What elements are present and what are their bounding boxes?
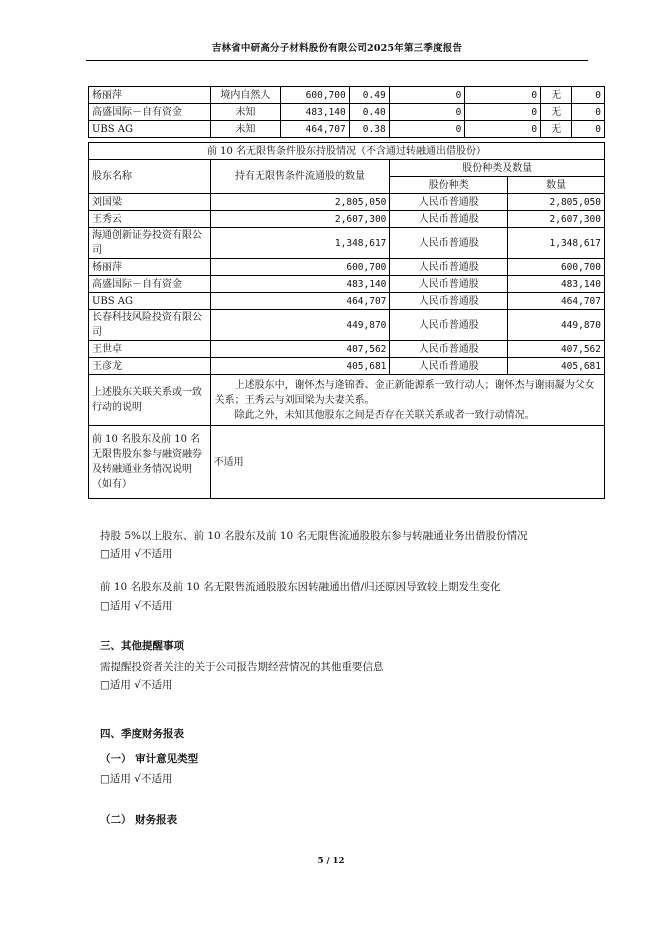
cell-name: UBS AG (89, 293, 211, 310)
related-description (210, 375, 604, 426)
cell-name: 王秀云 (89, 211, 211, 228)
cell-restricted: 0 (389, 87, 465, 104)
table-row (89, 87, 605, 104)
cell-qty: 464,707 (508, 293, 605, 310)
table-row (89, 310, 605, 341)
cell-name: 刘国梁 (89, 194, 211, 211)
cell-status: 无 (541, 87, 572, 104)
cell-shares: 600,700 (210, 259, 390, 276)
table-row (89, 293, 605, 310)
cell-shares: 600,700 (280, 87, 349, 104)
cell-shares: 2,607,300 (210, 211, 390, 228)
cell-nature: 境内自然人 (210, 87, 280, 104)
related-text-2: 除此之外，未知其他股东之间是否存在关联关系或者一致行动情况。 (234, 409, 535, 421)
table-row (89, 276, 605, 293)
col-header-type-group: 股份种类及数量 (390, 160, 605, 177)
cell-shares: 407,562 (210, 341, 390, 358)
cell-count: 0 (572, 121, 605, 138)
change-check: □适用 √不适用 (100, 600, 173, 612)
cell-qty: 1,348,617 (508, 228, 605, 259)
section3-heading: 三、其他提醒事项 (100, 640, 184, 652)
cell-type: 人民币普通股 (390, 293, 508, 310)
table-row (89, 104, 605, 121)
section3-check: □适用 √不适用 (100, 679, 173, 691)
cell-type: 人民币普通股 (390, 310, 508, 341)
cell-shares: 464,707 (280, 121, 349, 138)
table-row (89, 259, 605, 276)
table-row (89, 194, 605, 211)
cell-restricted: 0 (389, 104, 465, 121)
cell-status: 无 (541, 104, 572, 121)
col-header-name: 股东名称 (89, 160, 211, 194)
lending-title: 持股 5%以上股东、前 10 名股东及前 10 名无限售流通股股东参与转融通业务出借股份情况 (100, 530, 528, 542)
change-title: 前 10 名股东及前 10 名无限售流通股股东因转融通出借/归还原因导致较上期发生变化 (100, 581, 501, 593)
section3-text: 需提醒投资者关注的关于公司报告期经营情况的其他重要信息 (100, 661, 384, 673)
cell-name: 高盛国际－自有资金 (89, 104, 211, 121)
section4-sub2: （二） 财务报表 (100, 814, 178, 826)
section4-sub1-check: □适用 √不适用 (100, 773, 173, 785)
related-label: 上述股东关联关系或一致行动的说明 (89, 375, 211, 426)
cell-name: 高盛国际－自有资金 (89, 276, 211, 293)
cell-type: 人民币普通股 (390, 358, 508, 375)
cell-type: 人民币普通股 (390, 259, 508, 276)
cell-name: 王世卓 (89, 341, 211, 358)
cell-count: 0 (572, 104, 605, 121)
cell-ratio: 0.38 (349, 121, 389, 138)
table-row (89, 358, 605, 375)
cell-qty: 2,805,050 (508, 194, 605, 211)
cell-ratio: 0.40 (349, 104, 389, 121)
page-header: 吉林省中研高分子材料股份有限公司2025年第三季度报告 (86, 38, 588, 61)
table-row (89, 341, 605, 358)
cell-qty: 2,607,300 (508, 211, 605, 228)
cell-restricted: 0 (389, 121, 465, 138)
cell-type: 人民币普通股 (390, 194, 508, 211)
cell-shares: 483,140 (280, 104, 349, 121)
cell-pledged: 0 (465, 104, 541, 121)
cell-shares: 449,870 (210, 310, 390, 341)
cell-qty: 449,870 (508, 310, 605, 341)
cell-shares: 464,707 (210, 293, 390, 310)
table-row (89, 211, 605, 228)
cell-pledged: 0 (465, 87, 541, 104)
cell-qty: 407,562 (508, 341, 605, 358)
cell-shares: 483,140 (210, 276, 390, 293)
cell-name: 杨丽萍 (89, 259, 211, 276)
cell-pledged: 0 (465, 121, 541, 138)
cell-name: 杨丽萍 (89, 87, 211, 104)
table-row (89, 228, 605, 259)
cell-qty: 483,140 (508, 276, 605, 293)
cell-nature: 未知 (210, 121, 280, 138)
col-header-qty: 数量 (508, 177, 605, 194)
cell-status: 无 (541, 121, 572, 138)
cell-name: UBS AG (89, 121, 211, 138)
cell-type: 人民币普通股 (390, 228, 508, 259)
cell-name: 王彦龙 (89, 358, 211, 375)
col-header-shares: 持有无限售条件流通股的数量 (210, 160, 390, 194)
margin-label: 前 10 名股东及前 10 名无限售股东参与融资融券及转融通业务情况说明（如有） (89, 426, 211, 499)
cell-type: 人民币普通股 (390, 211, 508, 228)
cell-name: 海通创新证券投资有限公司 (89, 228, 211, 259)
top-shareholders-table (88, 86, 605, 138)
lending-check: □适用 √不适用 (100, 548, 173, 560)
unrestricted-shareholders-table (88, 142, 605, 499)
cell-type: 人民币普通股 (390, 341, 508, 358)
cell-qty: 405,681 (508, 358, 605, 375)
related-text-1: 上述股东中，谢怀杰与逄锦香、金正新能源系一致行动人；谢怀杰与谢雨凝为父女关系；王秀云与刘国梁为夫妻关系。 (214, 379, 595, 406)
cell-count: 0 (572, 87, 605, 104)
cell-ratio: 0.49 (349, 87, 389, 104)
table-row (89, 121, 605, 138)
cell-nature: 未知 (210, 104, 280, 121)
col-header-type: 股份种类 (390, 177, 508, 194)
cell-shares: 2,805,050 (210, 194, 390, 211)
cell-shares: 405,681 (210, 358, 390, 375)
cell-qty: 600,700 (508, 259, 605, 276)
page-number: 5 / 12 (317, 856, 345, 866)
section4-sub1: （一） 审计意见类型 (100, 753, 199, 765)
cell-type: 人民币普通股 (390, 276, 508, 293)
cell-name: 长春科技风险投资有限公司 (89, 310, 211, 341)
margin-text: 不适用 (210, 426, 604, 499)
table-title: 前 10 名无限售条件股东持股情况（不含通过转融通出借股份） (89, 143, 605, 160)
section4-heading: 四、季度财务报表 (100, 728, 184, 740)
cell-shares: 1,348,617 (210, 228, 390, 259)
